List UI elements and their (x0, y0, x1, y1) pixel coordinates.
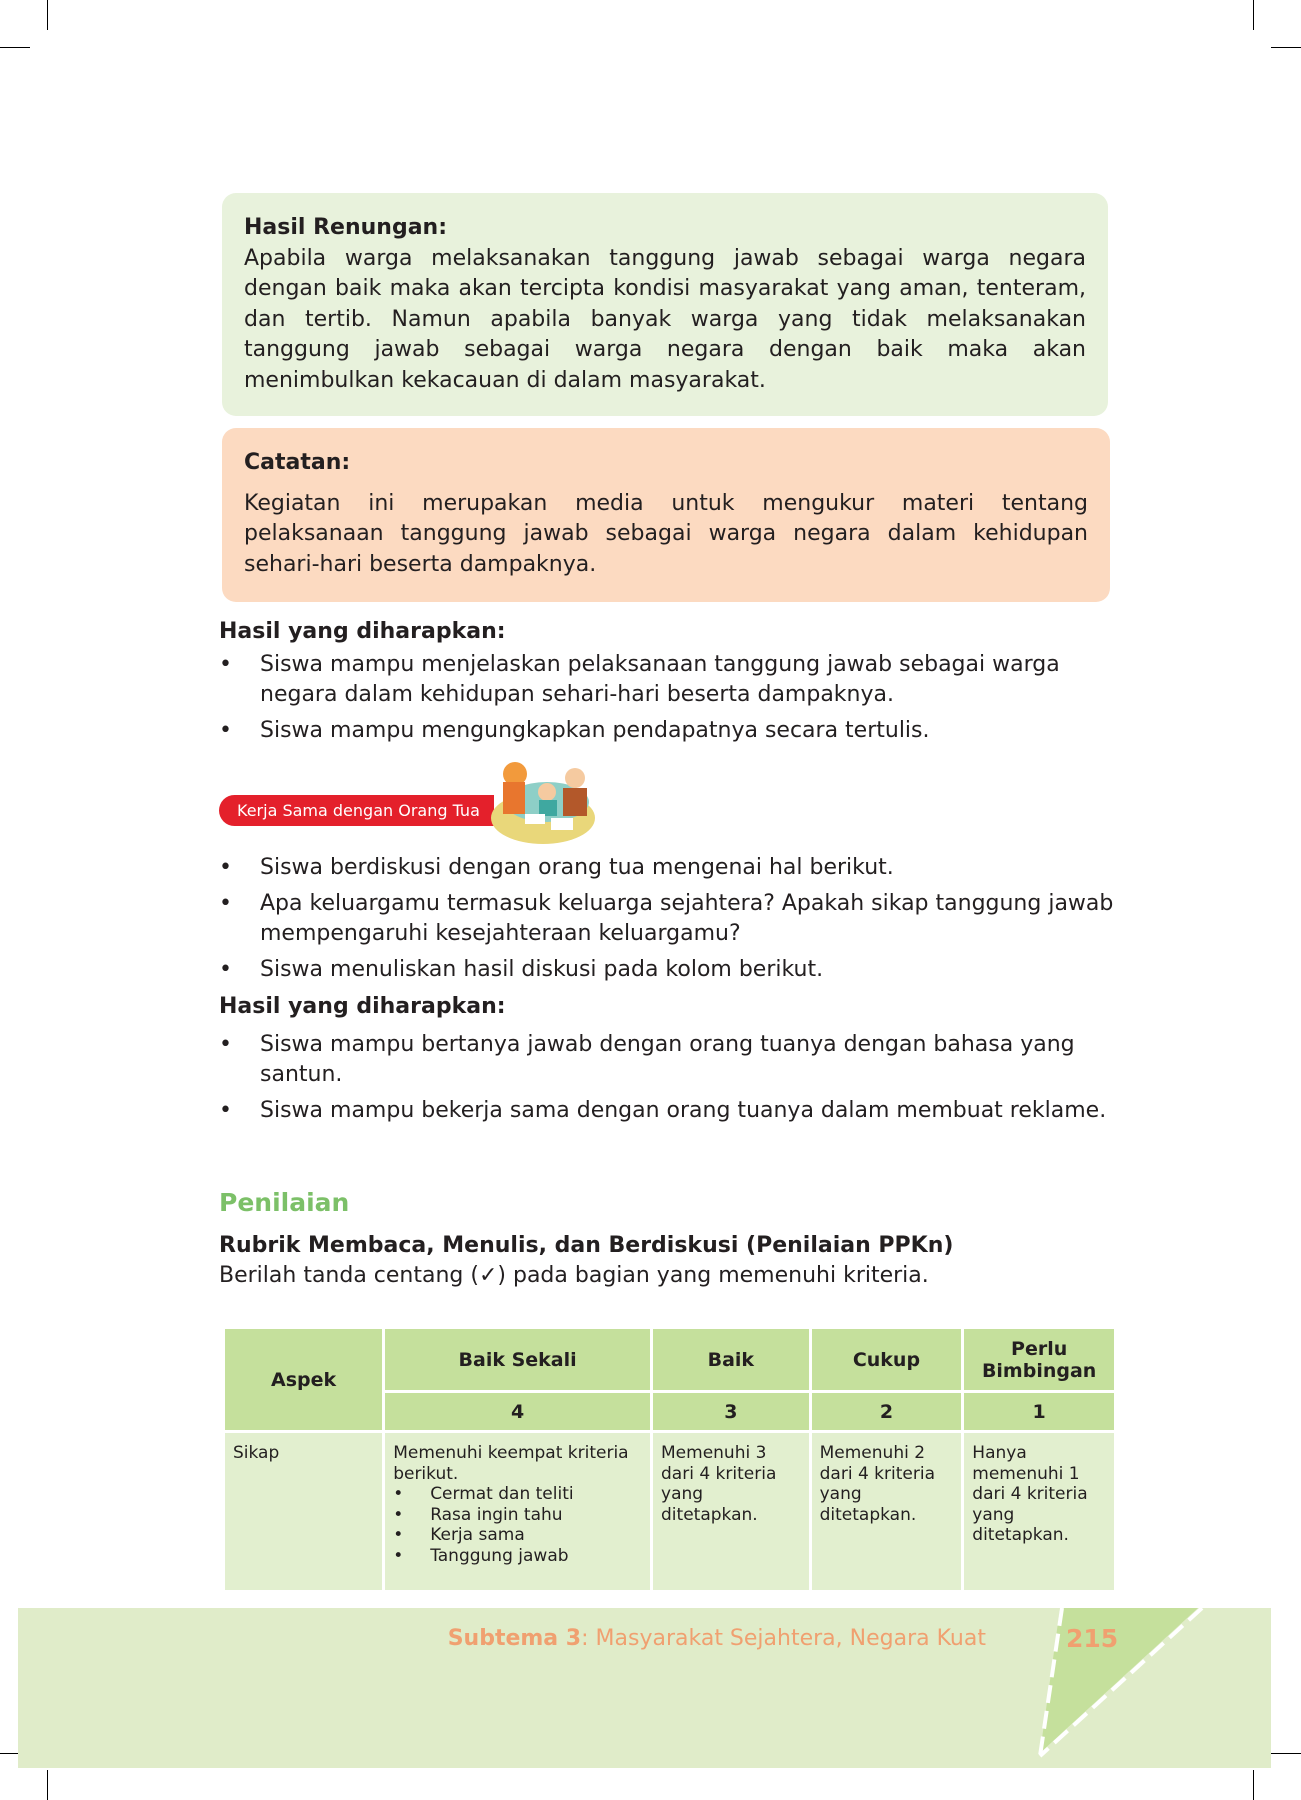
rubric-title: Rubrik Membaca, Menulis, dan Berdiskusi (Penilaian PPKn) (219, 1233, 954, 1258)
expected-heading: Hasil yang diharapkan: (219, 619, 506, 644)
list-item: • Siswa menuliskan hasil diskusi pada kolom berikut. (219, 955, 1119, 985)
crop-mark (47, 1770, 48, 1800)
subtheme-title: : Masyarakat Sejahtera, Negara Kuat (581, 1626, 986, 1651)
activity-list (219, 853, 1119, 991)
subtheme-label: Subtema 3 (447, 1626, 582, 1651)
footer-subtheme (448, 1626, 986, 1651)
cell-score-1: Hanya memenuhi 1 dari 4 kriteria yang ditetapkan. (963, 1432, 1116, 1592)
list-item: • Siswa mampu mengungkapkan pendapatnya secara tertulis. (219, 716, 1119, 746)
crop-mark (0, 47, 30, 48)
expected-list-2 (219, 1030, 1119, 1132)
header-good: Baik (652, 1328, 811, 1392)
header-aspect: Aspek (224, 1328, 384, 1432)
footer-triangle-decoration (1018, 1608, 1228, 1768)
cell-aspect: Sikap (224, 1432, 384, 1592)
header-very-good: Baik Sekali (384, 1328, 652, 1392)
crop-mark (1253, 1770, 1254, 1800)
score: 1 (963, 1392, 1116, 1432)
reflection-title: Hasil Renungan: (244, 215, 447, 240)
note-text: Kegiatan ini merupakan media untuk mengukur materi tentang pelaksanaan tanggung jawab sebagai warga negara dalam kehidupan sehari-hari beserta dampaknya. (244, 490, 1088, 577)
cell-score-3: Memenuhi 3 dari 4 kriteria yang ditetapkan. (652, 1432, 811, 1592)
activity-banner: Kerja Sama dengan Orang Tua (219, 795, 494, 826)
list-item: • Siswa mampu menjelaskan pelaksanaan tanggung jawab sebagai warga negara dalam kehidupan sehari-hari beserta dampaknya. (219, 650, 1119, 710)
score: 4 (384, 1392, 652, 1432)
criteria-item: • Cermat dan teliti (393, 1484, 642, 1505)
criteria-item: • Kerja sama (393, 1525, 642, 1546)
reflection-text: Apabila warga melaksanakan tanggung jawab sebagai warga negara dengan baik maka akan tercipta kondisi masyarakat yang aman, tenteram, dan tertib. Namun apabila banyak warga yang tidak melaksanakan tanggung jawab sebagai warga negara dengan baik maka akan menimbulkan kekacauan di dalam masyarakat. (244, 245, 1086, 393)
page-number: 215 (1066, 1624, 1119, 1653)
list-item: • Siswa berdiskusi dengan orang tua mengenai hal berikut. (219, 853, 1119, 883)
expected-heading-2: Hasil yang diharapkan: (219, 994, 506, 1019)
crop-mark (1271, 1753, 1301, 1754)
rubric-instruction: Berilah tanda centang (✓) pada bagian yang memenuhi kriteria. (219, 1263, 929, 1288)
list-item: • Apa keluargamu termasuk keluarga sejahtera? Apakah sikap tanggung jawab mempengaruhi kesejahteraan keluargamu? (219, 889, 1119, 949)
crop-mark (1253, 0, 1254, 30)
assessment-heading: Penilaian (219, 1188, 350, 1217)
criteria-item: • Rasa ingin tahu (393, 1505, 642, 1526)
crop-mark (1271, 47, 1301, 48)
rubric-table (222, 1326, 1117, 1593)
page-footer (18, 1608, 1271, 1768)
score: 3 (652, 1392, 811, 1432)
header-needs-guidance: Perlu Bimbingan (963, 1328, 1116, 1392)
header-enough: Cukup (810, 1328, 963, 1392)
note-box (222, 428, 1110, 602)
criteria-intro: Memenuhi keempat kriteria berikut. (393, 1443, 629, 1484)
crop-mark (47, 0, 48, 30)
list-item: • Siswa mampu bekerja sama dengan orang tuanya dalam membuat reklame. (219, 1096, 1119, 1126)
cell-score-4 (384, 1432, 652, 1592)
note-title: Catatan: (244, 450, 351, 475)
criteria-item: • Tanggung jawab (393, 1546, 642, 1567)
cell-score-2: Memenuhi 2 dari 4 kriteria yang ditetapkan. (810, 1432, 963, 1592)
list-item: • Siswa mampu bertanya jawab dengan orang tuanya dengan bahasa yang santun. (219, 1030, 1119, 1090)
score: 2 (810, 1392, 963, 1432)
expected-list (219, 650, 1119, 752)
table-row (224, 1432, 1116, 1592)
family-illustration (485, 756, 595, 846)
reflection-box (222, 193, 1108, 416)
